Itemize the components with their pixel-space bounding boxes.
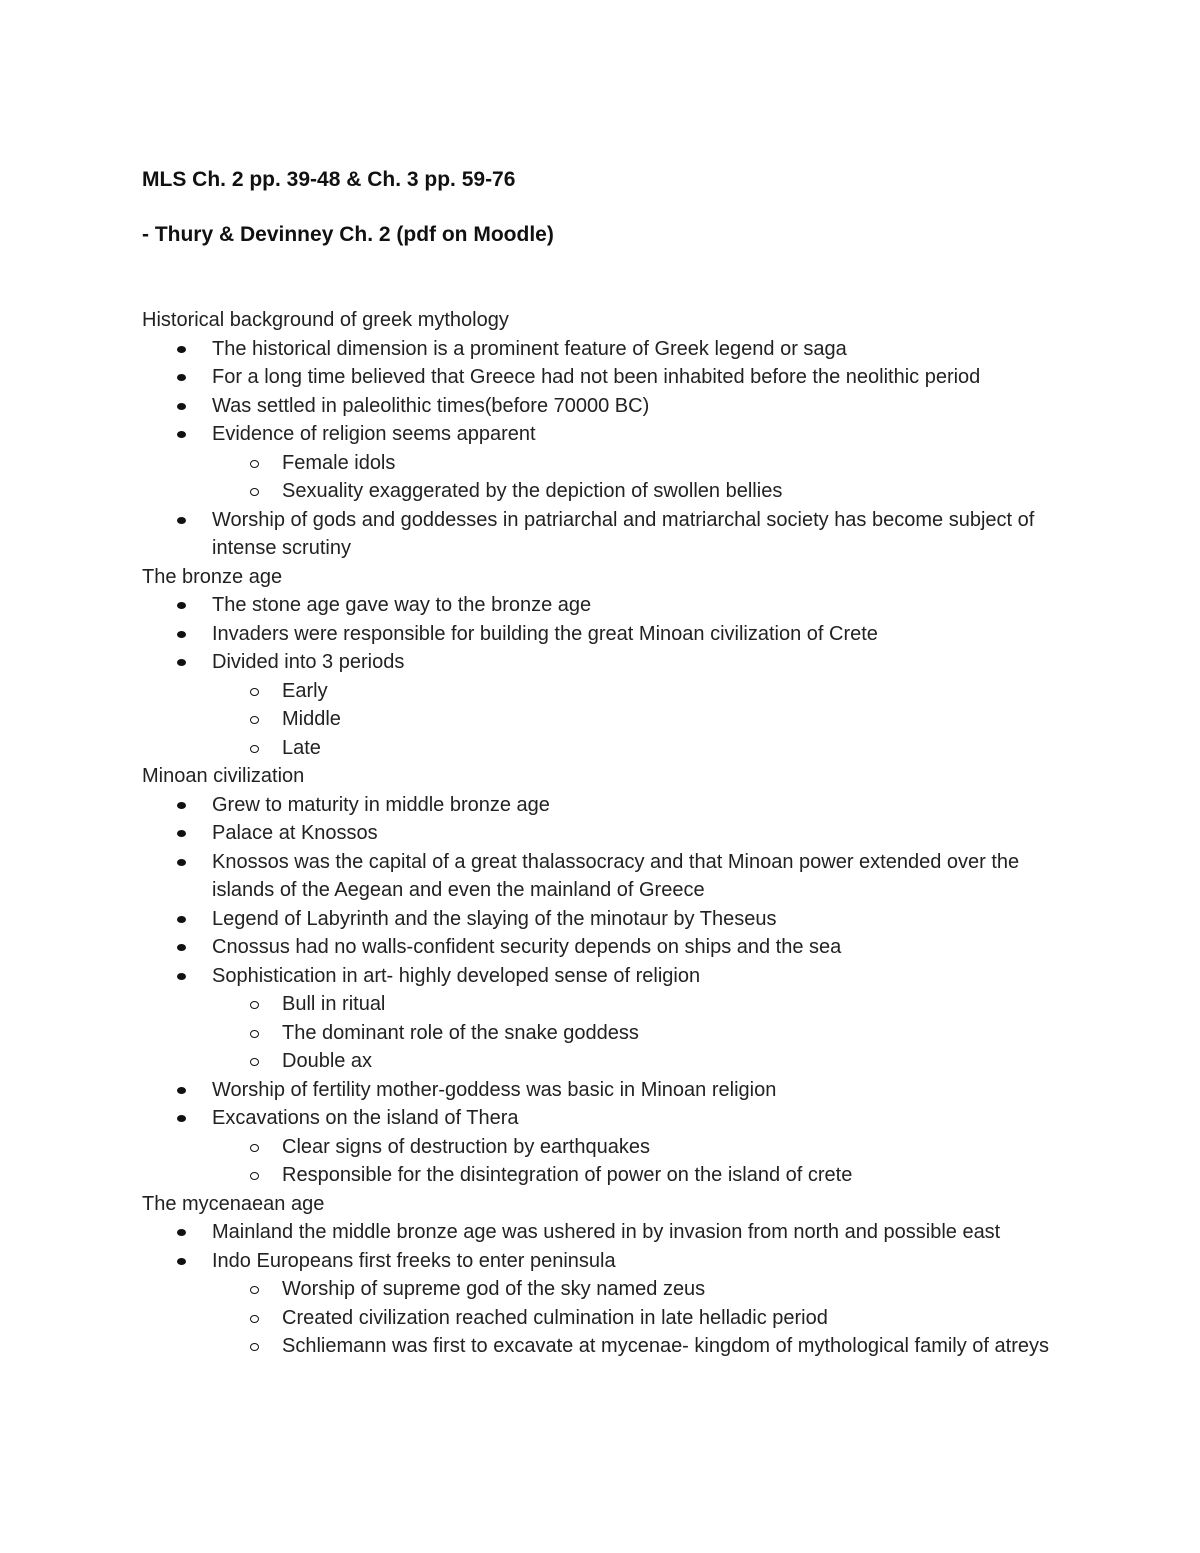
list-item: [212, 933, 1062, 962]
list-item-text: Indo Europeans first freeks to enter peninsula: [212, 1249, 616, 1272]
filled-bullet-icon: [177, 659, 186, 666]
sub-list-item: [282, 1332, 1062, 1361]
filled-bullet-icon: [177, 973, 186, 980]
list-item-text: Worship of fertility mother-goddess was basic in Minoan religion: [212, 1078, 777, 1101]
sub-bullet-list: [212, 990, 1062, 1076]
filled-bullet-icon: [177, 944, 186, 951]
filled-bullet-icon: [177, 1115, 186, 1122]
section-title: The mycenaean age: [142, 1192, 325, 1215]
list-item: [212, 819, 1062, 848]
list-item: [212, 420, 1062, 506]
list-item: [212, 335, 1062, 364]
filled-bullet-icon: [177, 346, 186, 353]
filled-bullet-icon: [177, 602, 186, 609]
filled-bullet-icon: [177, 916, 186, 923]
hollow-bullet-icon: [250, 460, 259, 468]
list-item-text: Worship of gods and goddesses in patriarchal and matriarchal society has become subject of intense scrutiny: [212, 508, 1035, 559]
hollow-bullet-icon: [250, 1343, 259, 1351]
bullet-list: [142, 335, 1062, 563]
section-title: The bronze age: [142, 565, 283, 588]
filled-bullet-icon: [177, 1087, 186, 1094]
list-item: [212, 392, 1062, 421]
filled-bullet-icon: [177, 1258, 186, 1265]
list-item-text: Legend of Labyrinth and the slaying of the minotaur by Theseus: [212, 907, 777, 930]
sub-list-item: [282, 1304, 1062, 1333]
list-item-text: Invaders were responsible for building the great Minoan civilization of Crete: [212, 622, 878, 645]
sub-list-item: [282, 477, 1062, 506]
sub-bullet-list: [212, 677, 1062, 763]
filled-bullet-icon: [177, 403, 186, 410]
sub-list-item-text: The dominant role of the snake goddess: [282, 1021, 639, 1044]
sub-list-item-text: Schliemann was first to excavate at mycenae- kingdom of mythological family of atreys: [282, 1335, 1049, 1357]
hollow-bullet-icon: [250, 1286, 259, 1294]
sub-list-item: [282, 677, 1062, 706]
hollow-bullet-icon: [250, 1315, 259, 1323]
sub-bullet-list: [212, 1133, 1062, 1190]
bullet-list: [142, 591, 1062, 762]
list-item: [212, 962, 1062, 1076]
sub-list-item-text: Late: [282, 736, 321, 759]
filled-bullet-icon: [177, 374, 186, 381]
list-item-text: Divided into 3 periods: [212, 651, 405, 673]
list-item-text: For a long time believed that Greece had not been inhabited before the neolithic period: [212, 366, 981, 388]
hollow-bullet-icon: [250, 1144, 259, 1152]
sub-list-item-text: Bull in ritual: [282, 993, 386, 1015]
section-title: Historical background of greek mythology: [142, 309, 509, 331]
bullet-list: [142, 791, 1062, 1190]
list-item: [212, 591, 1062, 620]
hollow-bullet-icon: [250, 1030, 259, 1038]
hollow-bullet-icon: [250, 488, 259, 496]
list-item: [212, 848, 1062, 905]
sub-list-item: [282, 990, 1062, 1019]
list-item: [212, 620, 1062, 649]
list-item-text: Evidence of religion seems apparent: [212, 423, 536, 445]
sub-bullet-list: [212, 449, 1062, 506]
filled-bullet-icon: [177, 1229, 186, 1236]
sub-list-item-text: Middle: [282, 708, 341, 730]
filled-bullet-icon: [177, 802, 186, 809]
list-item: [212, 905, 1062, 934]
hollow-bullet-icon: [250, 716, 259, 724]
list-item-text: Excavations on the island of Thera: [212, 1107, 519, 1129]
sub-list-item-text: Sexuality exaggerated by the depiction of swollen bellies: [282, 480, 783, 502]
sub-list-item-text: Worship of supreme god of the sky named zeus: [282, 1278, 706, 1300]
sub-list-item: [282, 734, 1062, 763]
list-item: [212, 363, 1062, 392]
hollow-bullet-icon: [250, 745, 259, 753]
hollow-bullet-icon: [250, 1172, 259, 1180]
filled-bullet-icon: [177, 431, 186, 438]
sub-list-item-text: Created civilization reached culmination in late helladic period: [282, 1306, 828, 1329]
sub-list-item: [282, 1161, 1062, 1190]
list-item: [212, 648, 1062, 762]
sub-list-item: [282, 1019, 1062, 1048]
list-item: [212, 506, 1062, 563]
sub-list-item-text: Clear signs of destruction by earthquakes: [282, 1135, 650, 1158]
filled-bullet-icon: [177, 517, 186, 524]
document-page: [142, 160, 1062, 1361]
sub-list-item-text: Responsible for the disintegration of power on the island of crete: [282, 1164, 853, 1186]
reading-assignment-heading: MLS Ch. 2 pp. 39-48 & Ch. 3 pp. 59-76: [142, 168, 516, 191]
list-item: [212, 1076, 1062, 1105]
list-item: [212, 1218, 1062, 1247]
bullet-list: [142, 1218, 1062, 1361]
sub-list-item: [282, 1047, 1062, 1076]
list-item: [212, 1247, 1062, 1361]
sub-list-item: [282, 1275, 1062, 1304]
sub-list-item: [282, 449, 1062, 478]
filled-bullet-icon: [177, 631, 186, 638]
sub-list-item-text: Double ax: [282, 1050, 373, 1072]
list-item-text: Mainland the middle bronze age was ushered in by invasion from north and possible east: [212, 1221, 1001, 1243]
list-item-text: Was settled in paleolithic times(before 70000 BC): [212, 394, 650, 417]
sub-list-item-text: Early: [282, 679, 328, 702]
sub-list-item: [282, 705, 1062, 734]
sub-list-item-text: Female idols: [282, 451, 396, 474]
sub-list-item: [282, 1133, 1062, 1162]
list-item-text: Grew to maturity in middle bronze age: [212, 793, 550, 816]
sub-bullet-list: [212, 1275, 1062, 1361]
filled-bullet-icon: [177, 830, 186, 837]
hollow-bullet-icon: [250, 688, 259, 696]
list-item: [212, 1104, 1062, 1190]
list-item-text: The stone age gave way to the bronze age: [212, 594, 592, 616]
list-item-text: Palace at Knossos: [212, 822, 378, 844]
section-title: Minoan civilization: [142, 765, 305, 787]
list-item: [212, 791, 1062, 820]
list-item-text: The historical dimension is a prominent feature of Greek legend or saga: [212, 337, 847, 360]
list-item-text: Knossos was the capital of a great thalassocracy and that Minoan power extended over the islands of the Aegean and even the mainland of Greece: [212, 850, 1020, 901]
hollow-bullet-icon: [250, 1001, 259, 1009]
list-item-text: Sophistication in art- highly developed sense of religion: [212, 964, 701, 987]
filled-bullet-icon: [177, 859, 186, 866]
hollow-bullet-icon: [250, 1058, 259, 1066]
list-item-text: Cnossus had no walls-confident security depends on ships and the sea: [212, 936, 842, 958]
lecture-notes: [142, 306, 1062, 1361]
reading-assignment-subheading: - Thury & Devinney Ch. 2 (pdf on Moodle): [142, 223, 554, 246]
